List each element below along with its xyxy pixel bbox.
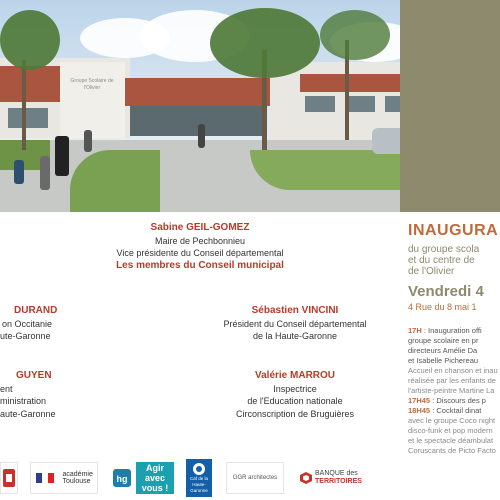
person-role: Circonscription de Bruguières bbox=[235, 408, 355, 419]
event-address: 4 Rue du 8 mai 1 bbox=[408, 302, 477, 312]
region-logo bbox=[110, 462, 134, 494]
olive-panel bbox=[400, 0, 500, 212]
inauguration-title: INAUGURA bbox=[408, 222, 499, 239]
academie-logo bbox=[30, 462, 98, 494]
caf-logo bbox=[186, 459, 212, 497]
subtitle-line: et du centre de bbox=[408, 255, 475, 266]
ggr-label: GGR architectes bbox=[232, 475, 278, 481]
person-role: aute-Garonne bbox=[0, 408, 56, 419]
person-name: Sébastien VINCINI bbox=[251, 305, 339, 316]
program-line: groupe scolaire en pr bbox=[408, 336, 479, 345]
person-name: Sabine GEIL-GOMEZ bbox=[150, 222, 250, 233]
program-line: 17H : Inauguration offi bbox=[408, 326, 482, 335]
event-date: Vendredi 4 bbox=[408, 283, 484, 300]
person-marrou bbox=[200, 370, 390, 420]
person-role: ministration bbox=[0, 396, 47, 406]
person-name: Valérie MARROU bbox=[254, 370, 336, 381]
person-role: Maire de Pechbonnieu bbox=[154, 235, 246, 246]
bdt-label: BANQUE des TERRITOIRES bbox=[315, 470, 362, 485]
person-role: Vice présidente du Conseil départemental bbox=[116, 248, 284, 258]
banque-territoires-logo bbox=[298, 462, 390, 494]
event-program bbox=[408, 326, 500, 456]
person-role: de la Haute-Garonne bbox=[252, 331, 338, 341]
program-line: avec le groupe Coco night bbox=[408, 416, 496, 425]
person-vincini bbox=[200, 305, 390, 343]
program-line: et Isabelle Pichereau bbox=[408, 356, 479, 365]
council-members: Les membres du Conseil municipal bbox=[116, 259, 284, 271]
municipal-logo bbox=[0, 462, 18, 494]
program-line: 18H45 : Cocktail dinat bbox=[408, 406, 482, 415]
person-name: DURAND bbox=[14, 305, 58, 316]
subtitle-line: de l'Olivier bbox=[408, 266, 455, 277]
person-role: on Occitanie bbox=[2, 318, 53, 329]
academie-label: académie Toulouse bbox=[62, 471, 93, 485]
subtitle-line: du groupe scola bbox=[408, 244, 480, 255]
region-icon bbox=[111, 467, 133, 489]
svg-text:hg: hg bbox=[116, 474, 128, 484]
program-line: réalisée par les enfants de bbox=[408, 376, 496, 385]
person-geil-gomez bbox=[20, 222, 380, 272]
ggr-logo bbox=[226, 462, 284, 494]
person-role: Inspectrice bbox=[273, 383, 317, 394]
person-role: ute-Garonne bbox=[0, 331, 51, 341]
person-role: ent bbox=[0, 383, 13, 394]
program-line: l'artiste-peintre Martine La bbox=[408, 386, 495, 395]
person-role: de l'Education nationale bbox=[247, 396, 343, 406]
school-photo bbox=[0, 0, 438, 212]
person-nguyen bbox=[0, 370, 56, 420]
program-line: disco-funk et pop modern bbox=[408, 426, 493, 435]
caf-label: Caf de la Haute-Garonne bbox=[189, 476, 208, 493]
program-line: 17H45 : Discours des p bbox=[408, 396, 486, 405]
hexagon-icon bbox=[300, 472, 312, 484]
partner-logos bbox=[0, 456, 500, 500]
building-sign: Groupe Scolaire de l'Olivier bbox=[70, 78, 114, 91]
program-line: Accueil en chanson et inau bbox=[408, 366, 498, 375]
marianne-icon bbox=[36, 471, 54, 485]
person-durand bbox=[0, 305, 57, 343]
program-line: Coruscants de Picto Facto bbox=[408, 446, 496, 455]
caf-icon bbox=[192, 462, 206, 476]
agir-logo: Agir avec vous ! bbox=[136, 462, 174, 494]
crest-icon bbox=[2, 468, 16, 488]
person-role: Président du Conseil départemental bbox=[223, 318, 367, 329]
person-name: GUYEN bbox=[16, 370, 52, 381]
program-line: directeurs Amélie Da bbox=[408, 346, 478, 355]
inauguration-subtitle bbox=[408, 244, 500, 277]
program-line: et le spectacle déambulat bbox=[408, 436, 494, 445]
